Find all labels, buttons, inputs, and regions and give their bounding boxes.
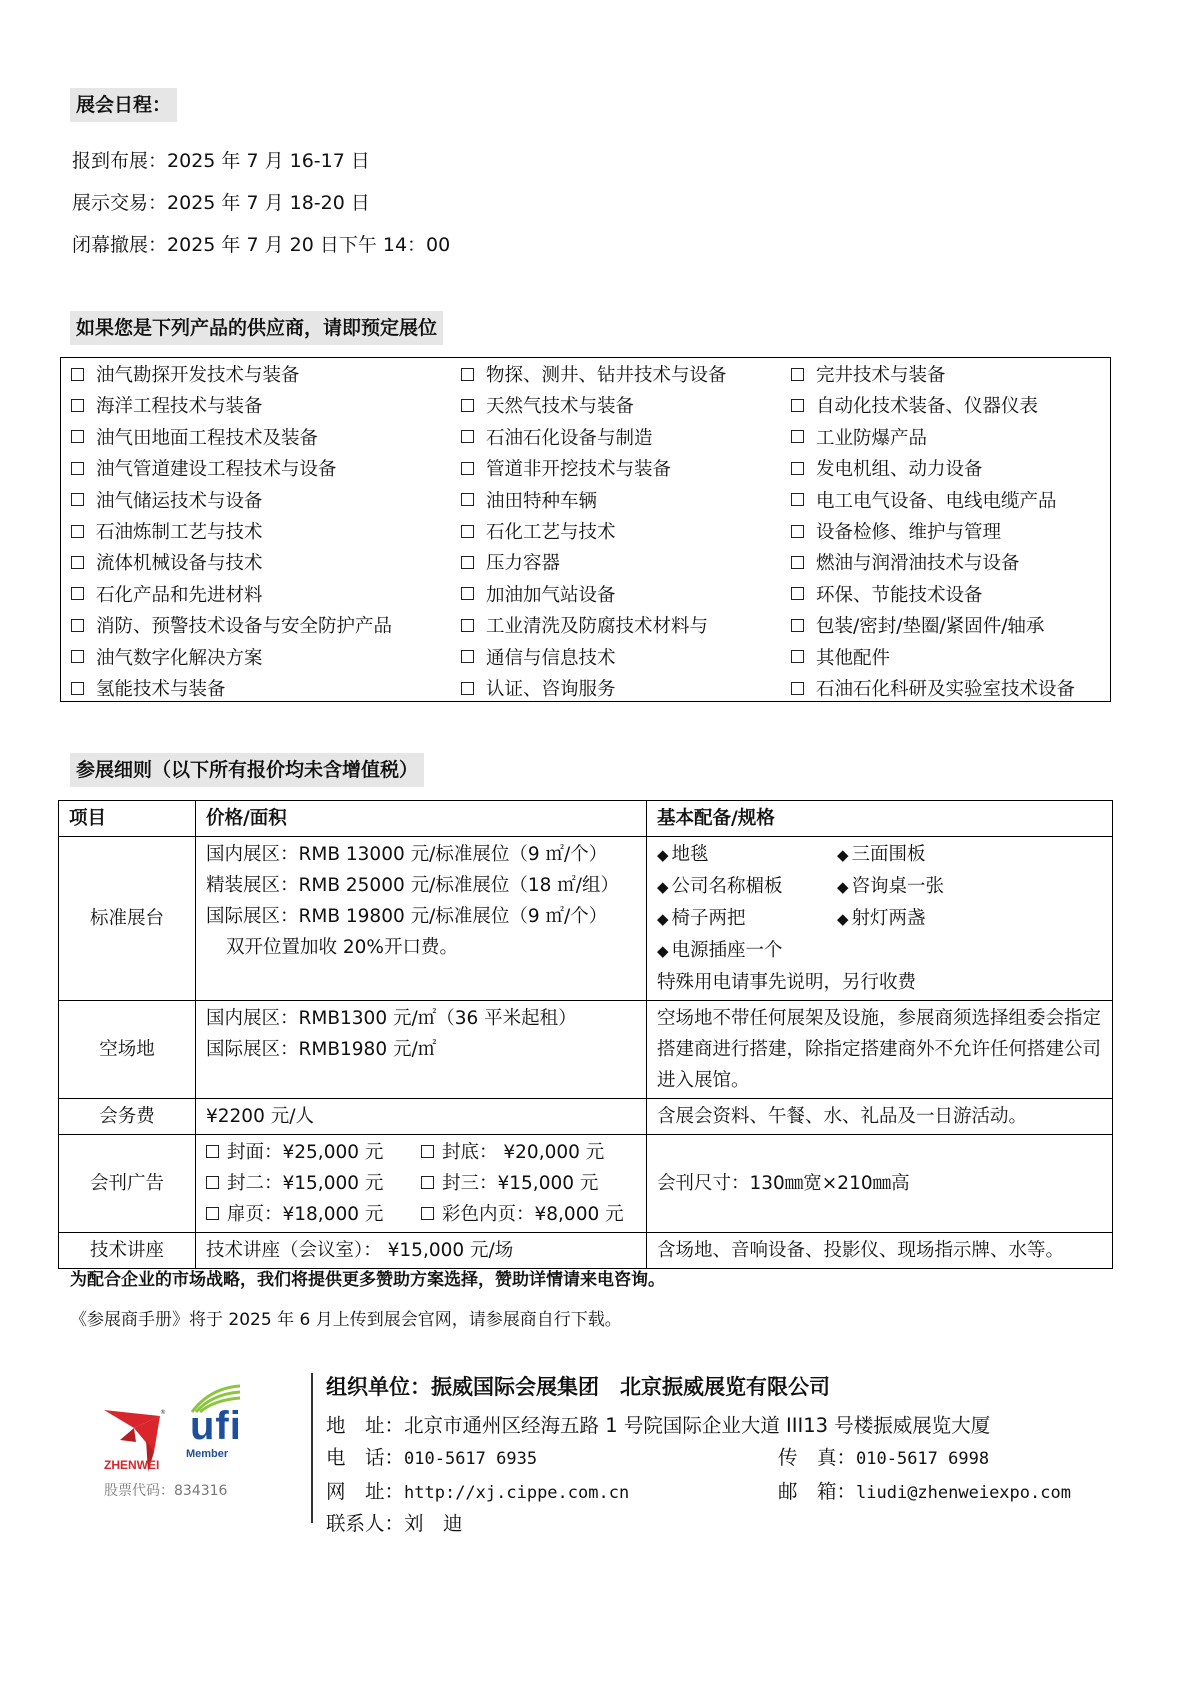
config-note: 特殊用电请事先说明，另行收费 [657,972,917,993]
seminar-price: 技术讲座（会议室）： ¥15,000 元/场 [196,1233,647,1269]
product-label: 电工电气设备、电线电缆产品 [816,490,1057,512]
diamond-icon: ◆ [837,878,849,896]
product-item [791,584,983,608]
product-item [71,490,263,514]
product-label: 工业防爆产品 [816,427,928,449]
checkbox-icon[interactable] [461,525,474,538]
product-item [791,395,1038,419]
product-label: 流体机械设备与技术 [96,553,263,575]
product-item [461,584,616,608]
checkbox-icon[interactable] [461,368,474,381]
product-item [461,521,616,545]
product-item [461,458,671,482]
products-heading: 如果您是下列产品的供应商，请即预定展位 [70,311,443,345]
row-label: 标准展台 [59,837,196,1001]
phone-line [326,1442,537,1470]
checkbox-icon[interactable] [791,462,804,475]
product-label: 工业清洗及防腐技术材料与 [486,616,709,638]
header-config: 基本配备/规格 [647,801,1113,837]
diamond-icon: ◆ [657,942,669,960]
config-item: ◆ 三面围板 [837,844,926,865]
product-item [461,678,616,702]
product-item [791,427,927,451]
table-row [59,1001,1113,1099]
product-label: 物探、测井、钻井技术与设备 [486,365,727,386]
product-item [71,647,263,671]
checkbox-icon[interactable] [791,587,804,600]
checkbox-icon [206,1176,219,1189]
schedule-heading: 展会日程： [70,88,177,122]
meeting-config: 含展会资料、午餐、水、礼品及一日游活动。 [647,1099,1113,1135]
schedule-value: 2025 年 7 月 18-20 日 [167,192,370,214]
header-item: 项目 [59,801,196,837]
ad-item: 封底： ¥20,000 元 [421,1137,636,1168]
schedule-item [72,190,370,216]
space-prices [196,1001,647,1099]
price-line: 国内展区：RMB 13000 元/标准展位（9 ㎡/个） [206,844,608,865]
contact-value: 刘 迪 [404,1512,463,1535]
product-label: 管道非开挖技术与装备 [486,459,672,481]
standard-prices [196,837,647,1001]
rules-heading: 参展细则（以下所有报价均未含增值税） [70,753,424,787]
product-label: 燃油与润滑油技术与设备 [816,553,1020,575]
product-label: 认证、咨询服务 [486,679,616,700]
product-label: 海洋工程技术与装备 [96,396,263,418]
product-label: 发电机组、动力设备 [816,459,983,481]
checkbox-icon [206,1207,219,1220]
ad-item: 扉页：¥18,000 元 [206,1199,421,1230]
schedule-label: 展示交易： [72,192,168,214]
product-label: 通信与信息技术 [486,647,616,669]
address-label: 地 址： [326,1414,405,1437]
checkbox-icon[interactable] [461,682,474,695]
product-label: 油田特种车辆 [486,490,598,512]
row-label: 空场地 [59,1001,196,1099]
product-label: 石油石化设备与制造 [486,427,653,449]
row-label: 会刊广告 [59,1135,196,1233]
phone-value: 010-5617 6935 [404,1449,538,1469]
price-line: 国际展区：RMB1980 元/㎡ [206,1039,437,1060]
schedule-item [72,148,370,174]
config-grid [657,839,1102,967]
fax-value: 010-5617 6998 [856,1449,990,1469]
product-item [791,364,946,388]
svg-text:®: ® [160,1409,166,1416]
address-line [326,1410,990,1438]
product-item [791,521,1001,545]
schedule-value: 2025 年 7 月 20 日下午 14：00 [167,234,451,256]
table-row [59,1135,1113,1233]
checkbox-icon[interactable] [461,462,474,475]
checkbox-icon[interactable] [461,556,474,569]
product-item [71,678,226,702]
product-item [71,552,263,576]
stock-code: 股票代码：834316 [104,1483,228,1499]
checkbox-icon[interactable] [791,430,804,443]
phone-label: 电 话： [326,1446,405,1469]
product-item [461,615,708,639]
contact-line [326,1508,463,1536]
email-link[interactable]: liudi@zhenweiexpo.com [856,1483,1071,1503]
checkbox-icon [421,1145,434,1158]
product-label: 油气勘探开发技术与装备 [96,365,300,386]
ufi-text: ufi [190,1404,242,1448]
checkbox-icon[interactable] [71,619,84,632]
fax-line [778,1442,989,1470]
config-item: ◆ 射灯两盏 [837,908,926,929]
config-item: ◆ 咨询桌一张 [837,876,945,897]
checkbox-icon[interactable] [71,399,84,412]
config-item: ◆ 电源插座一个 [657,940,783,961]
table-row [59,1233,1113,1269]
product-label: 加油加气站设备 [486,584,616,606]
product-grid [60,357,1111,702]
checkbox-icon[interactable] [791,556,804,569]
address-value: 北京市通州区经海五路 1 号院国际企业大道 III13 号楼振威展览大厦 [404,1414,991,1437]
ufi-member-text: Member [186,1448,229,1460]
checkbox-icon[interactable] [791,650,804,663]
product-label: 包装/密封/垫圈/紧固件/轴承 [816,616,1045,638]
row-label: 技术讲座 [59,1233,196,1269]
checkbox-icon[interactable] [71,556,84,569]
ad-item: 彩色内页：¥8,000 元 [421,1199,636,1230]
product-label: 油气田地面工程技术及装备 [96,427,319,449]
product-label: 自动化技术装备、仪器仪表 [816,396,1039,418]
product-label: 石化工艺与技术 [486,522,616,543]
checkbox-icon [421,1207,434,1220]
product-item [791,647,890,671]
checkbox-icon[interactable] [461,493,474,506]
product-label: 环保、节能技术设备 [816,584,983,606]
checkbox-icon[interactable] [461,587,474,600]
email-label: 邮 箱： [778,1480,857,1503]
product-item [461,364,727,388]
product-label: 其他配件 [816,647,891,669]
checkbox-icon[interactable] [791,493,804,506]
product-item [71,521,263,545]
diamond-icon: ◆ [837,846,849,864]
product-label: 石油石化科研及实验室技术设备 [816,679,1076,700]
price-line: 双开位置加收 20%开口费。 [226,937,459,958]
product-label: 油气储运技术与设备 [96,490,263,512]
space-config: 空场地不带任何展架及设施，参展商须选择组委会指定搭建商进行搭建，除指定搭建商外不允许任何搭建公司进入展馆。 [647,1001,1113,1099]
product-label: 石油炼制工艺与技术 [96,522,263,543]
product-item [71,364,300,388]
product-item [71,427,318,451]
checkbox-icon[interactable] [461,650,474,663]
checkbox-icon[interactable] [71,493,84,506]
manual-note: 《参展商手册》将于 2025 年 6 月上传到展会官网，请参展商自行下载。 [70,1310,622,1330]
product-label: 设备检修、维护与管理 [816,522,1002,543]
product-label: 完井技术与装备 [816,365,946,386]
fax-label: 传 真： [778,1446,857,1469]
product-item [71,584,263,608]
checkbox-icon [206,1145,219,1158]
product-label: 压力容器 [486,553,561,575]
product-label: 油气管道建设工程技术与设备 [96,459,337,481]
product-item [461,395,634,419]
product-item [71,458,337,482]
product-label: 消防、预警技术设备与安全防护产品 [96,616,393,638]
config-item: ◆ 公司名称楣板 [657,876,783,897]
sponsor-note: 为配合企业的市场战略，我们将提供更多赞助方案选择，赞助详情请来电咨询。 [70,1270,665,1290]
ads-prices [196,1135,647,1233]
zhenwei-brand-text: ZHENWEI [104,1458,160,1472]
ads-grid [206,1137,636,1230]
web-line [326,1476,629,1504]
price-line: 国际展区：RMB 19800 元/标准展位（9 ㎡/个） [206,906,608,927]
schedule-label: 闭幕撤展： [72,234,168,256]
table-row [59,1099,1113,1135]
seminar-config: 含场地、音响设备、投影仪、现场指示牌、水等。 [647,1233,1113,1269]
checkbox-icon [421,1176,434,1189]
price-line: 国内展区：RMB1300 元/㎡（36 平米起租） [206,1008,577,1029]
schedule-item [72,232,450,258]
checkbox-icon[interactable] [71,682,84,695]
email-line [778,1476,1071,1504]
product-item [791,678,1075,702]
diamond-icon: ◆ [657,846,669,864]
ad-item: 封三：¥15,000 元 [421,1168,636,1199]
checkbox-icon[interactable] [71,525,84,538]
standard-config [647,837,1113,1001]
ad-item: 封二：¥15,000 元 [206,1168,421,1199]
rules-table [58,800,1113,1269]
checkbox-icon[interactable] [791,525,804,538]
diamond-icon: ◆ [837,910,849,928]
schedule-label: 报到布展： [72,150,168,172]
ad-item: 封面：¥25,000 元 [206,1137,421,1168]
checkbox-icon[interactable] [71,587,84,600]
table-row [59,837,1113,1001]
product-label: 油气数字化解决方案 [96,647,263,669]
product-item [461,427,653,451]
web-label: 网 址： [326,1480,405,1503]
product-item [791,458,983,482]
web-link[interactable]: http://xj.cippe.com.cn [404,1483,630,1503]
logo-area [90,1380,330,1510]
diamond-icon: ◆ [657,878,669,896]
checkbox-icon[interactable] [461,399,474,412]
diamond-icon: ◆ [657,910,669,928]
config-item: ◆ 椅子两把 [657,908,746,929]
ads-config: 会刊尺寸：130㎜宽×210㎜高 [647,1135,1113,1233]
checkbox-icon[interactable] [71,368,84,381]
row-label: 会务费 [59,1099,196,1135]
org-title: 组织单位：振威国际会展集团 北京振威展览有限公司 [326,1375,830,1399]
price-line: 精装展区：RMB 25000 元/标准展位（18 ㎡/组） [206,875,620,896]
checkbox-icon[interactable] [71,430,84,443]
checkbox-icon[interactable] [461,430,474,443]
meeting-price: ¥2200 元/人 [196,1099,647,1135]
product-label: 石化产品和先进材料 [96,584,263,606]
product-item [461,552,560,576]
checkbox-icon[interactable] [791,399,804,412]
product-item [71,615,392,639]
product-item [791,552,1020,576]
table-header-row [59,801,1113,837]
product-item [71,395,263,419]
checkbox-icon[interactable] [71,650,84,663]
product-item [461,490,597,514]
product-item [791,615,1044,639]
checkbox-icon[interactable] [71,462,84,475]
header-price: 价格/面积 [196,801,647,837]
checkbox-icon[interactable] [791,368,804,381]
footer-divider [311,1373,313,1523]
checkbox-icon[interactable] [791,682,804,695]
checkbox-icon[interactable] [461,619,474,632]
product-label: 氢能技术与装备 [96,679,226,700]
config-item: ◆ 地毯 [657,844,709,865]
schedule-value: 2025 年 7 月 16-17 日 [167,150,370,172]
checkbox-icon[interactable] [791,619,804,632]
product-item [791,490,1057,514]
product-item [461,647,616,671]
contact-label: 联系人： [326,1512,405,1535]
product-label: 天然气技术与装备 [486,396,635,418]
